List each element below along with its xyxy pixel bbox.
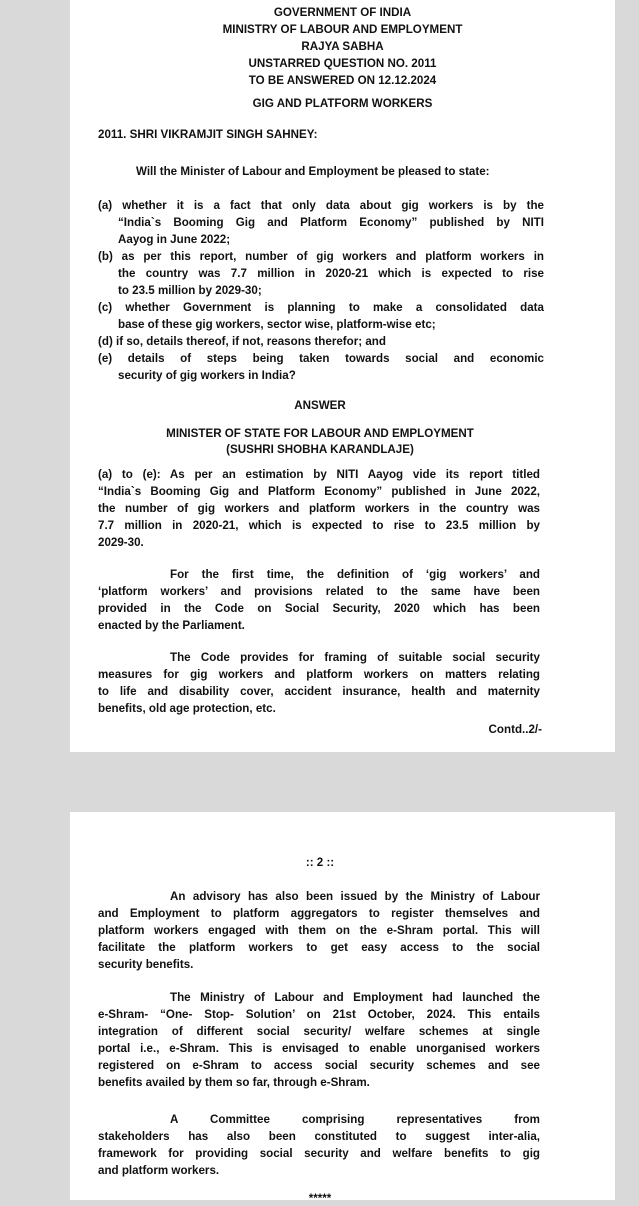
- question-line: the country was 7.7 million in 2020-21 which is expected to rise: [118, 267, 544, 280]
- body-line: registered on e-Shram to access social security schemes and see: [98, 1059, 540, 1072]
- question-line: “India`s Booming Gig and Platform Economy” published by NITI: [118, 216, 544, 229]
- body-line: and Employment to platform aggregators to register themselves and: [98, 907, 540, 920]
- question-intro: Will the Minister of Labour and Employment be pleased to state:: [136, 165, 490, 178]
- answer-line: the number of gig workers and platform workers in the country was: [98, 502, 540, 515]
- answer-line: to life and disability cover, accident insurance, health and maternity: [98, 685, 540, 698]
- body-line: stakeholders has also been constituted to suggest inter-alia,: [98, 1130, 540, 1143]
- body-line: platform workers engaged with them on the e-Shram portal. This will: [98, 924, 540, 937]
- document-page-2: [70, 812, 615, 1205]
- body-line: facilitate the platform workers to get easy access to the social: [98, 941, 540, 954]
- minister-name: (SUSHRI SHOBHA KARANDLAJE): [226, 443, 414, 456]
- answer-line: provided in the Code on Social Security, 2020 which has been: [98, 602, 540, 615]
- question-line: (d) if so, details thereof, if not, reasons therefor; and: [98, 335, 386, 348]
- body-line: security benefits.: [98, 958, 194, 971]
- question-line: to 23.5 million by 2029-30;: [118, 284, 262, 297]
- page-number: :: 2 ::: [305, 856, 335, 869]
- minister-title: MINISTER OF STATE FOR LABOUR AND EMPLOYMENT: [166, 427, 474, 440]
- question-line: (c) whether Government is planning to make a consolidated data: [98, 301, 544, 314]
- body-line: A Committee comprising representatives from: [170, 1113, 540, 1126]
- header-house: RAJYA SABHA: [301, 40, 384, 53]
- header-answer-date: TO BE ANSWERED ON 12.12.2024: [248, 74, 437, 87]
- answer-line: benefits, old age protection, etc.: [98, 702, 276, 715]
- body-line: e-Shram- “One- Stop- Solution’ on 21st October, 2024. This entails: [98, 1008, 540, 1021]
- body-line: framework for providing social security and welfare benefits to gig: [98, 1147, 540, 1160]
- question-line: Aayog in June 2022;: [118, 233, 231, 246]
- header-ministry: MINISTRY OF LABOUR AND EMPLOYMENT: [222, 23, 463, 36]
- answer-line: “India`s Booming Gig and Platform Economy” published in June 2022,: [98, 485, 540, 498]
- body-line: integration of different social security/ welfare schemes at single: [98, 1025, 540, 1038]
- answer-line: ‘platform workers’ and provisions related to the same have been: [98, 585, 540, 598]
- body-line: The Ministry of Labour and Employment had launched the: [170, 991, 540, 1004]
- question-line: (e) details of steps being taken towards social and economic: [98, 352, 544, 365]
- answer-line: 2029-30.: [98, 536, 144, 549]
- member-name: 2011. SHRI VIKRAMJIT SINGH SAHNEY:: [98, 128, 318, 141]
- question-line: base of these gig workers, sector wise, platform-wise etc;: [118, 318, 436, 331]
- question-line: (b) as per this report, number of gig workers and platform workers in: [98, 250, 544, 263]
- answer-line: For the first time, the definition of ‘gig workers’ and: [170, 568, 540, 581]
- body-line: portal i.e., e-Shram. This is envisaged to enable unorganised workers: [98, 1042, 540, 1055]
- answer-line: 7.7 million in 2020-21, which is expected to rise to 23.5 million by: [98, 519, 540, 532]
- document-page-1: [70, 0, 615, 752]
- answer-line: (a) to (e): As per an estimation by NITI Aayog vide its report titled: [98, 468, 540, 481]
- continued-marker: Contd..2/-: [488, 723, 542, 736]
- answer-line: measures for gig workers and platform workers on matters relating: [98, 668, 540, 681]
- question-line: (a) whether it is a fact that only data about gig workers is by the: [98, 199, 544, 212]
- subject-title: GIG AND PLATFORM WORKERS: [252, 97, 433, 110]
- question-line: security of gig workers in India?: [118, 369, 296, 382]
- answer-line: enacted by the Parliament.: [98, 619, 245, 632]
- body-line: An advisory has also been issued by the Ministry of Labour: [170, 890, 540, 903]
- end-mark: *****: [308, 1192, 332, 1205]
- body-line: and platform workers.: [98, 1164, 220, 1177]
- header-government: GOVERNMENT OF INDIA: [273, 6, 412, 19]
- body-line: benefits availed by them so far, through e-Shram.: [98, 1076, 370, 1089]
- header-question-number: UNSTARRED QUESTION NO. 2011: [248, 57, 437, 70]
- answer-line: The Code provides for framing of suitable social security: [170, 651, 540, 664]
- answer-heading: ANSWER: [294, 399, 346, 412]
